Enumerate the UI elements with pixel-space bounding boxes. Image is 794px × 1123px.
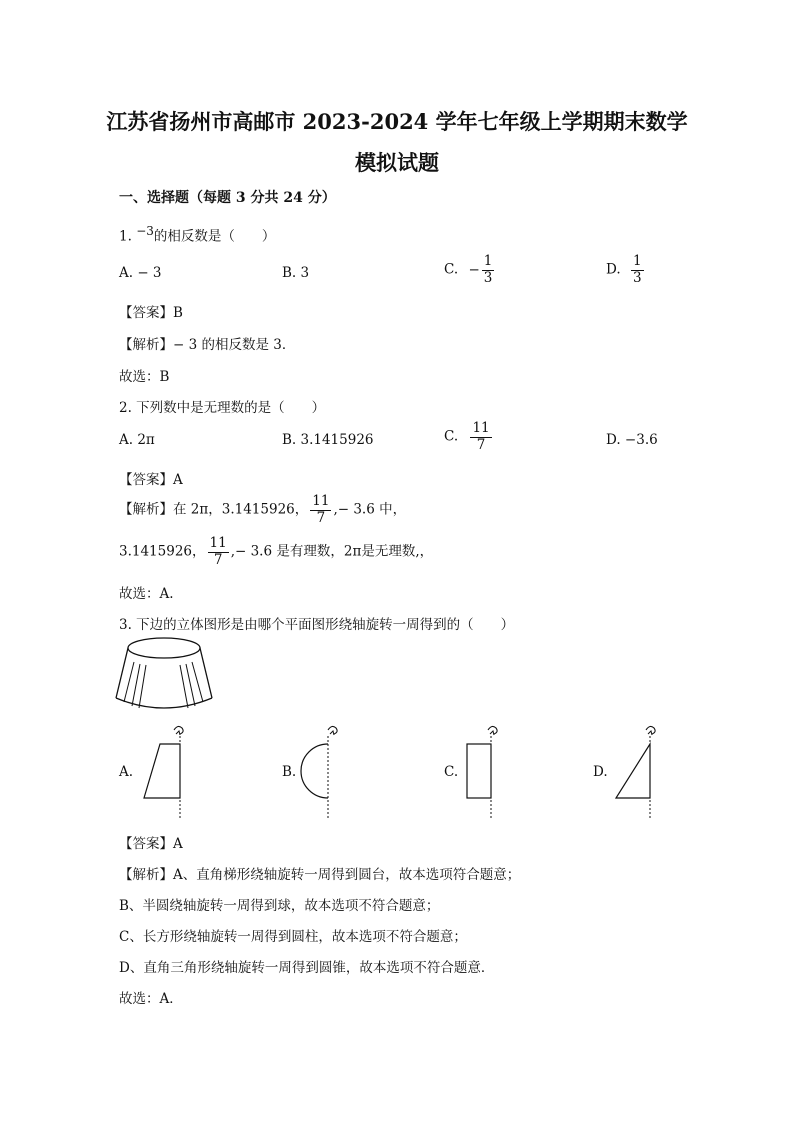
- fraction-denominator: 3: [483, 269, 493, 286]
- q1-option-c-label: C.: [444, 261, 459, 278]
- q2-analysis-text-a: 【解析】在 2π，3.1415926，: [119, 501, 309, 518]
- q2-answer: 【答案】A: [119, 472, 183, 488]
- fraction-numerator: 11: [472, 420, 490, 436]
- q2-analysis-line2-b: ,− 3.6 是有理数，2π是无理数,，: [230, 543, 434, 560]
- fraction-denominator: 7: [316, 509, 326, 526]
- question-1-number: 1.: [119, 228, 132, 245]
- q3-option-a-label: A.: [119, 764, 134, 780]
- q3-analysis-4: D、直角三角形绕轴旋转一周得到圆锥，故本选项不符合题意．: [119, 960, 495, 976]
- q2-analysis-line2-a: 3.1415926，: [119, 543, 206, 560]
- q1-analysis: 【解析】− 3 的相反数是 3．: [119, 337, 296, 353]
- q1-answer: 【答案】B: [119, 305, 183, 321]
- question-1-text: 的相反数是（ ）: [153, 228, 276, 245]
- q3-option-c-rectangle: [462, 722, 517, 822]
- document-title-line2: 模拟试题: [355, 150, 439, 175]
- q2-option-c: [444, 421, 494, 453]
- q3-option-b-semicircle: [296, 722, 351, 822]
- q3-option-d-label: D.: [593, 764, 608, 780]
- fraction-numerator: 11: [209, 535, 227, 551]
- fraction-denominator: 3: [632, 269, 642, 286]
- q3-analysis-3: C、长方形绕轴旋转一周得到圆柱，故本选项不符合题意；: [119, 929, 467, 945]
- fraction-denominator: 7: [213, 551, 223, 568]
- document-title-line1: 江苏省扬州市高邮市 2023-2024 学年七年级上学期期末数学: [106, 109, 688, 134]
- q3-option-d-triangle: [612, 722, 667, 822]
- q2-analysis: [119, 494, 406, 526]
- question-2: 2. 下列数中是无理数的是（ ）: [119, 400, 326, 416]
- q1-option-c: [444, 254, 496, 286]
- q1-option-d-fraction: [631, 254, 644, 286]
- q2-option-c-label: C.: [444, 428, 459, 445]
- q2-option-c-fraction: [470, 421, 491, 453]
- q3-answer: 【答案】A: [119, 836, 183, 852]
- q3-option-a-trapezoid: [140, 722, 195, 822]
- q3-analysis-1: 【解析】A、直角梯形绕轴旋转一周得到圆台，故本选项符合题意；: [119, 867, 521, 883]
- q2-option-a: A. 2π: [119, 432, 155, 448]
- fraction-denominator: 7: [476, 436, 486, 453]
- q2-analysis-line2-fraction: [208, 536, 229, 568]
- q2-analysis-fraction: [310, 494, 331, 526]
- q1-option-d: [606, 254, 646, 286]
- q3-analysis-2: B、半圆绕轴旋转一周得到球，故本选项不符合题意；: [119, 898, 440, 914]
- q2-option-d: D. −3.6: [606, 432, 658, 448]
- fraction-numerator: 1: [632, 253, 642, 269]
- q1-choice: 故选：B: [119, 369, 170, 385]
- q1-option-b: B. 3: [282, 265, 310, 281]
- q1-option-c-sign: −: [468, 261, 480, 278]
- question-1: [119, 224, 275, 245]
- frustum-figure: [112, 636, 217, 716]
- q2-analysis-line2: [119, 536, 433, 568]
- q1-option-a: A. − 3: [119, 265, 162, 281]
- q2-option-b: B. 3.1415926: [282, 432, 374, 448]
- q3-option-c-label: C.: [444, 764, 459, 780]
- q3-choice: 故选：A．: [119, 991, 183, 1007]
- q3-option-b-label: B.: [282, 764, 297, 780]
- q2-choice: 故选：A.: [119, 586, 174, 602]
- q1-option-c-fraction: [482, 254, 495, 286]
- question-1-expr: −3: [136, 224, 154, 238]
- q2-analysis-text-b: ,− 3.6 中，: [333, 501, 407, 518]
- question-3: 3. 下边的立体图形是由哪个平面图形绕轴旋转一周得到的（ ）: [119, 617, 515, 633]
- fraction-numerator: 1: [483, 253, 493, 269]
- q1-option-d-label: D.: [606, 261, 621, 278]
- fraction-numerator: 11: [312, 493, 330, 509]
- section-heading: 一、选择题（每题 3 分共 24 分）: [119, 190, 336, 206]
